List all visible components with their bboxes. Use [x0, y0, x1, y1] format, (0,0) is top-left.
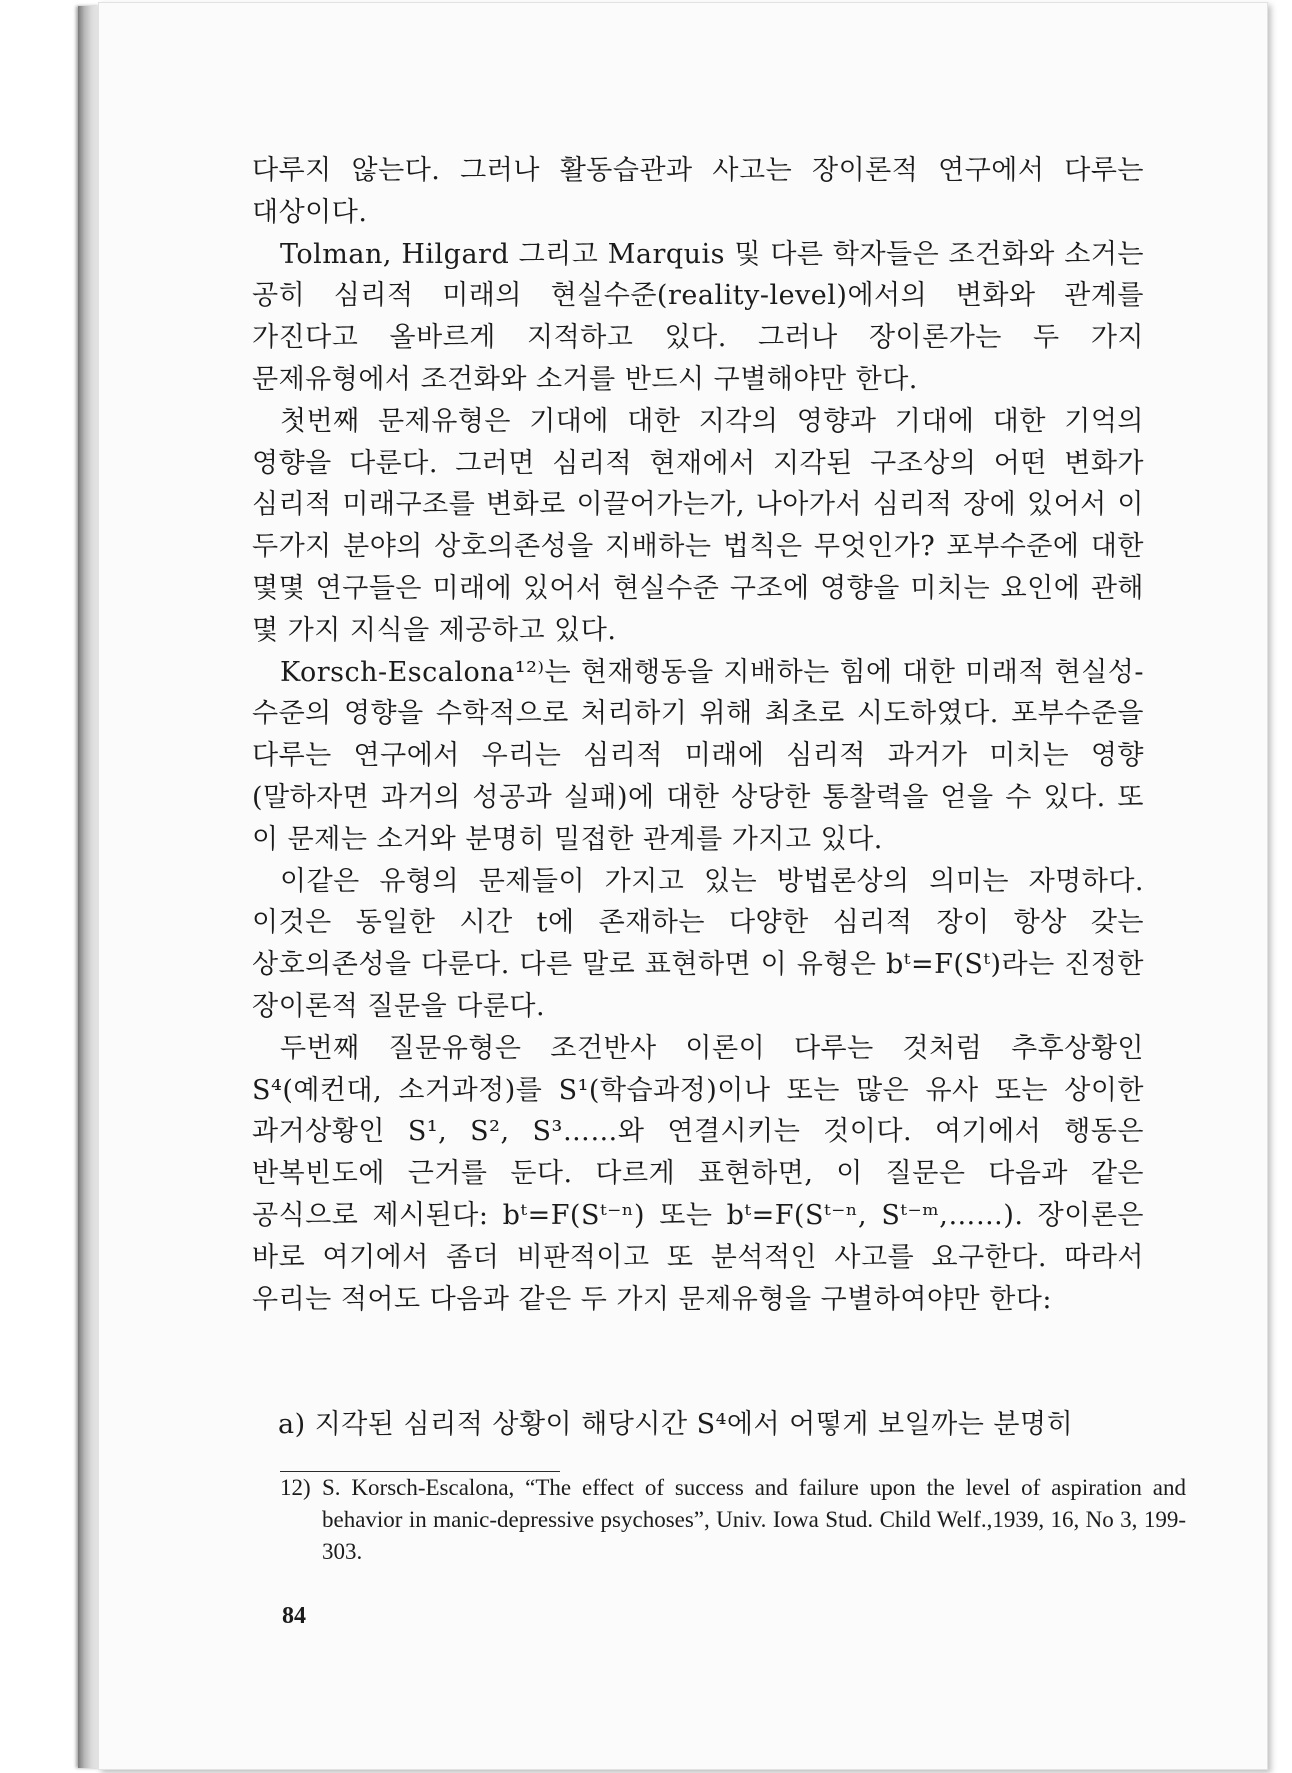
paragraph-6: 두번째 질문유형은 조건반사 이론이 다루는 것처럼 추후상황인 S⁴(예컨대, 소거과정)를 S¹(학습과정)이나 또는 많은 유사 또는 상이한 과거상황인 S¹, S², S³……와 연결시키는 것이다. 여기에서 행동은 반복빈도에 근거를 둔다. 다르게 표현하면, 이 질문은 다음과 같은 공식으로 제시된다: bᵗ=F(Sᵗ⁻ⁿ) 또는 bᵗ=F(Sᵗ⁻ⁿ, Sᵗ⁻ᵐ,……). 장이론은 바로 여기에서 좀더 비판적이고 또 분석적인 사고를 요구한다. 따라서 우리는 적어도 다음과 같은 두 가지 문제유형을 구별하여야만 한다:: [252, 1032, 1144, 1315]
paragraph-5: 이같은 유형의 문제들이 가지고 있는 방법론상의 의미는 자명하다. 이것은 동일한 시간 t에 존재하는 다양한 심리적 장이 항상 갖는 상호의존성을 다룬다. 다른 말로 표현하면 이 유형은 bᵗ=F(Sᵗ)라는 진정한 장이론적 질문을 다룬다.: [252, 865, 1144, 1022]
footnote: [280, 1472, 1186, 1568]
footnote-text: S. Korsch-Escalona, “The effect of success and failure upon the level of aspiration and behavior in manic-depressive psychoses”, Univ. Iowa Stud. Child Welf.,1939, 16, No 3, 199-303.: [322, 1475, 1186, 1564]
paragraph-1: 다루지 않는다. 그러나 활동습관과 사고는 장이론적 연구에서 다루는 대상이다.: [252, 155, 1144, 228]
footnote-number: 12): [280, 1475, 311, 1500]
list-item-a: a) 지각된 심리적 상황이 해당시간 S⁴에서 어떻게 보일까는 분명히: [278, 1409, 1074, 1440]
paragraph-2: Tolman, Hilgard 그리고 Marquis 및 다른 학자들은 조건화와 소거는 공히 심리적 미래의 현실수준(reality-level)에서의 변화와 관계를 가진다고 올바르게 지적하고 있다. 그러나 장이론가는 두 가지 문제유형에서 조건화와 소거를 반드시 구별해야만 한다.: [252, 238, 1144, 395]
paragraph-4: Korsch-Escalona¹²⁾는 현재행동을 지배하는 힘에 대한 미래적 현실성-수준의 영향을 수학적으로 처리하기 위해 최초로 시도하였다. 포부수준을 다루는 연구에서 우리는 심리적 미래에 심리적 과거가 미치는 영향(말하자면 과거의 성공과 실패)에 대한 상당한 통찰력을 얻을 수 있다. 또 이 문제는 소거와 분명히 밀접한 관계를 가지고 있다.: [252, 656, 1144, 855]
book-page-edge: [78, 6, 100, 1768]
paragraph-3: 첫번째 문제유형은 기대에 대한 지각의 영향과 기대에 대한 기억의 영향을 다룬다. 그러면 심리적 현재에서 지각된 구조상의 어떤 변화가 심리적 미래구조를 변화로 이끌어가는가, 나아가서 심리적 장에 있어서 이 두가지 분야의 상호의존성을 지배하는 법칙은 무엇인가? 포부수준에 대한 몇몇 연구들은 미래에 있어서 현실수준 구조에 영향을 미치는 요인에 관해 몇 가지 지식을 제공하고 있다.: [252, 405, 1144, 646]
page-number: 84: [282, 1603, 306, 1629]
body-text: [252, 150, 1144, 1320]
